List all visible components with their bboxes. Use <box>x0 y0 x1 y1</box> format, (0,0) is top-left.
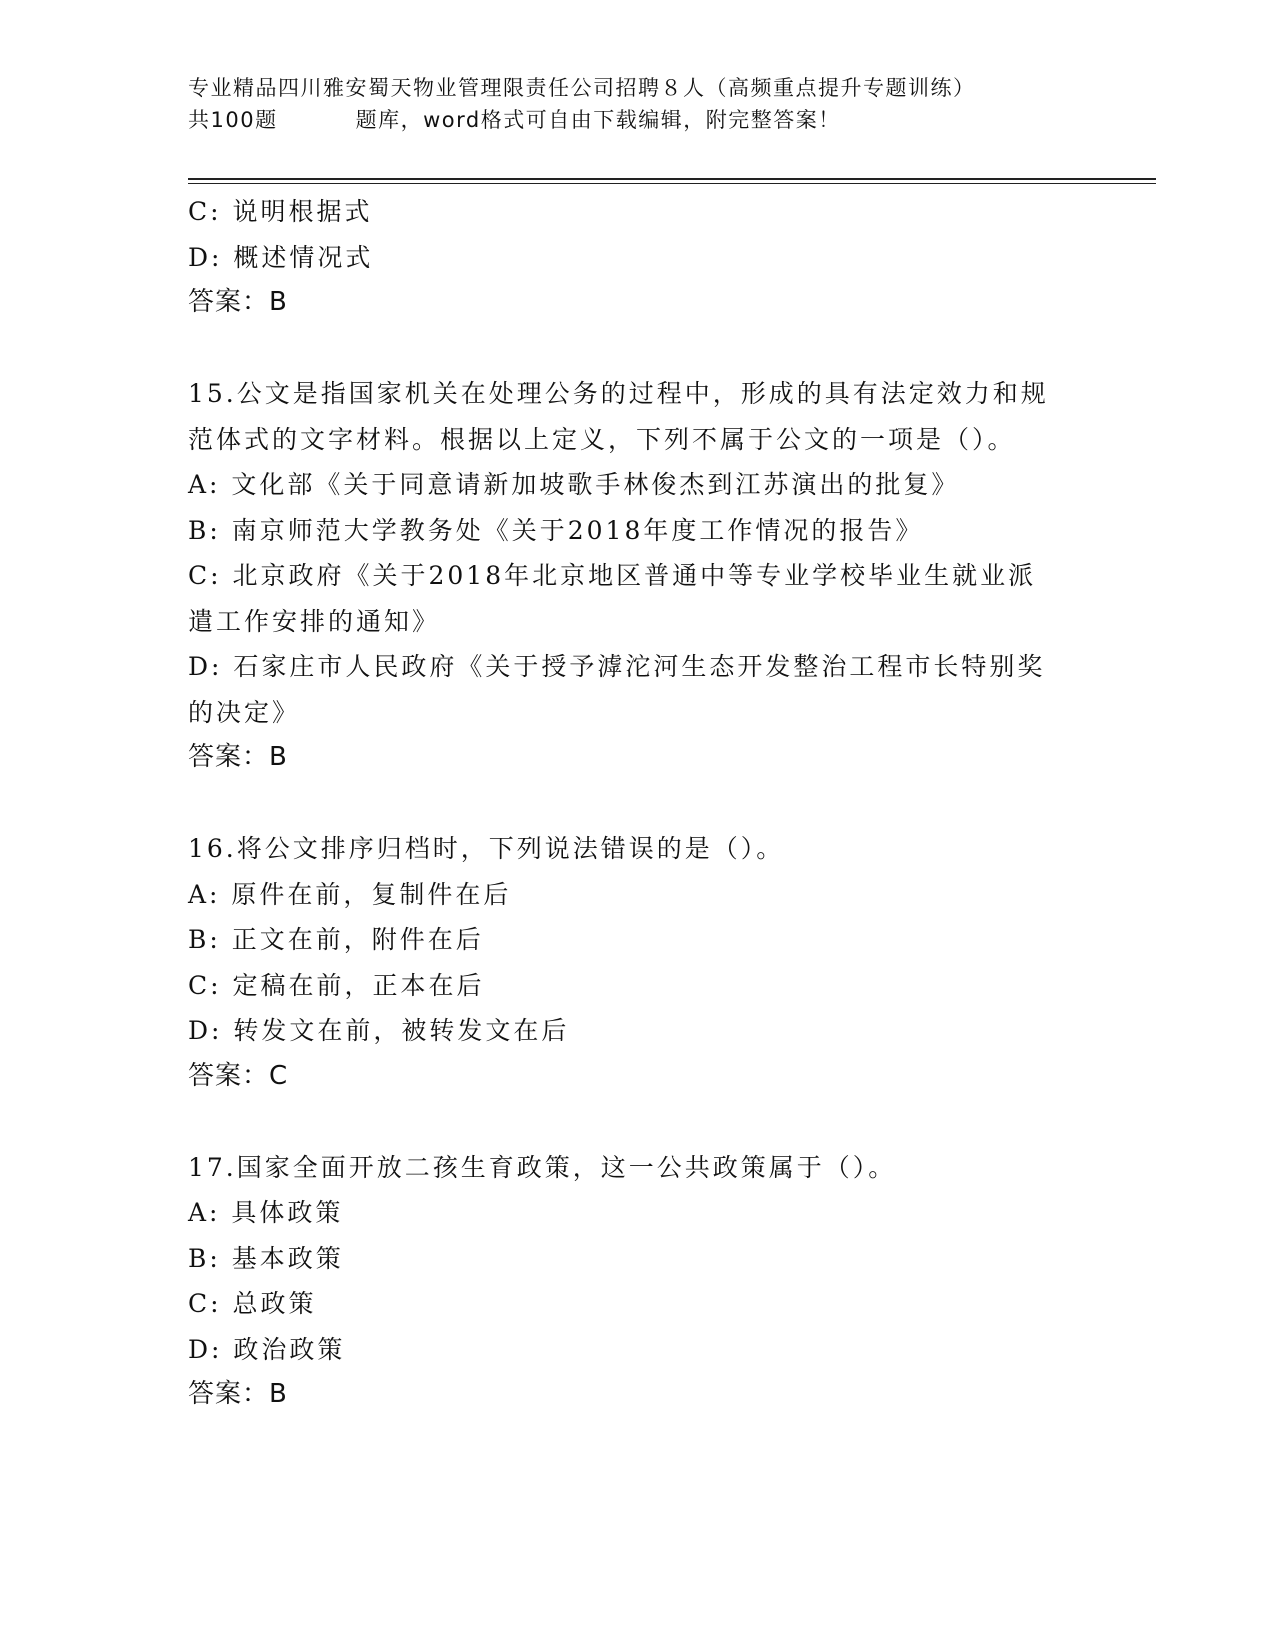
prev-option-c: C: 说明根据式 <box>188 197 373 226</box>
q15-option-d-line2: 的决定》 <box>188 697 301 727</box>
q15-option-a: A: 文化部《关于同意请新加坡歌手林俊杰到江苏演出的批复》 <box>188 470 960 499</box>
prev-option-d: D: 概述情况式 <box>188 242 374 272</box>
prev-answer: 答案：B <box>188 287 288 317</box>
header-rule-thick <box>188 178 1156 180</box>
q15-stem-line2: 范体式的文字材料。根据以上定义，下列不属于公文的一项是（）。 <box>188 424 1016 454</box>
q15-option-d-line1: D: 石家庄市人民政府《关于授予滹沱河生态开发整治工程市长特别奖 <box>188 652 1046 681</box>
q17-option-b: B: 基本政策 <box>188 1243 344 1273</box>
header-count: 共100题 <box>188 108 278 132</box>
q17-option-c: C: 总政策 <box>188 1289 317 1318</box>
q17-stem: 17.国家全面开放二孩生育政策，这一公共政策属于（）。 <box>188 1152 897 1182</box>
q16-answer: 答案：C <box>188 1060 289 1091</box>
header-note: 题库，word格式可自由下载编辑，附完整答案！ <box>355 108 841 132</box>
header-title: 专业精品四川雅安蜀天物业管理限责任公司招聘８人（高频重点提升专题训练） <box>188 76 976 100</box>
q16-option-b: B: 正文在前，附件在后 <box>188 925 484 954</box>
q16-option-a: A: 原件在前，复制件在后 <box>188 879 512 909</box>
q15-answer: 答案：B <box>188 742 288 772</box>
q15-option-c-line1: C: 北京政府《关于2018年北京地区普通中等专业学校毕业生就业派 <box>188 561 1037 590</box>
q16-stem: 16.将公文排序归档时，下列说法错误的是（）。 <box>188 834 785 863</box>
q15-option-c-line2: 遣工作安排的通知》 <box>188 606 441 636</box>
question-content <box>188 189 1088 1418</box>
q16-option-c: C: 定稿在前，正本在后 <box>188 970 485 1000</box>
q17-option-d: D: 政治政策 <box>188 1334 346 1364</box>
q17-answer: 答案：B <box>188 1379 288 1409</box>
header-rule-thin <box>188 183 1156 184</box>
q16-option-d: D: 转发文在前，被转发文在后 <box>188 1016 570 1045</box>
page-header <box>188 72 1168 136</box>
q17-option-a: A: 具体政策 <box>188 1198 344 1227</box>
q15-stem-line1: 15.公文是指国家机关在处理公务的过程中，形成的具有法定效力和规 <box>188 379 1049 408</box>
header-subtitle <box>188 104 1168 136</box>
q15-option-b: B: 南京师范大学教务处《关于2018年度工作情况的报告》 <box>188 515 924 545</box>
